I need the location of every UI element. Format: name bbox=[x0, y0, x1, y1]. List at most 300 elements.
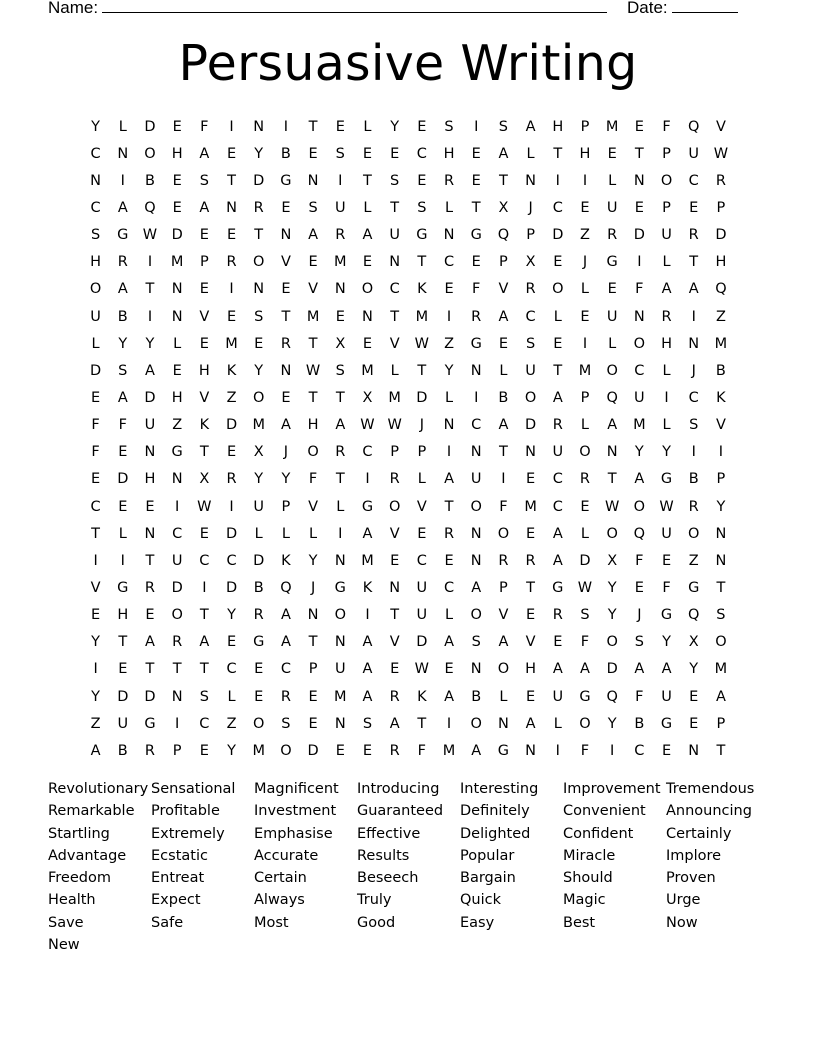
grid-letter: S bbox=[689, 417, 699, 434]
grid-letter: I bbox=[446, 444, 452, 461]
grid-letter: P bbox=[281, 498, 291, 515]
grid-letter: J bbox=[691, 362, 696, 379]
word-bank-item: Urge bbox=[666, 892, 701, 909]
grid-letter: E bbox=[417, 525, 427, 542]
grid-letter: A bbox=[362, 227, 373, 244]
grid-letter: U bbox=[661, 688, 672, 705]
grid-letter: U bbox=[552, 688, 564, 705]
grid-letter: I bbox=[365, 471, 370, 488]
grid-letter: B bbox=[634, 715, 645, 732]
word-bank-item: Results bbox=[357, 847, 410, 864]
grid-letter: U bbox=[525, 362, 536, 379]
grid-letter: E bbox=[471, 172, 481, 189]
grid-letter: E bbox=[607, 281, 617, 298]
grid-letter: I bbox=[147, 308, 153, 325]
grid-letter: Y bbox=[91, 688, 101, 705]
grid-letter: P bbox=[499, 579, 508, 596]
grid-letter: E bbox=[199, 227, 209, 244]
word-bank-item: Popular bbox=[460, 847, 515, 864]
grid-letter: E bbox=[254, 335, 264, 352]
grid-letter: C bbox=[525, 308, 536, 325]
grid-letter: J bbox=[528, 199, 533, 216]
grid-letter: L bbox=[444, 607, 454, 624]
grid-letter: F bbox=[580, 742, 590, 759]
grid-letter: F bbox=[662, 118, 671, 135]
grid-letter: D bbox=[715, 227, 727, 244]
grid-letter: E bbox=[417, 172, 427, 189]
grid-letter: S bbox=[498, 118, 509, 135]
grid-letter: E bbox=[172, 199, 182, 216]
grid-letter: E bbox=[362, 742, 373, 759]
grid-letter: L bbox=[227, 688, 236, 705]
grid-letter: Q bbox=[144, 199, 156, 216]
grid-letter: M bbox=[442, 742, 456, 759]
grid-letter: C bbox=[634, 742, 645, 759]
grid-letter: K bbox=[716, 389, 726, 406]
grid-letter: V bbox=[416, 498, 427, 515]
grid-letter: D bbox=[253, 172, 265, 189]
grid-letter: H bbox=[552, 118, 564, 135]
grid-letter: X bbox=[525, 254, 536, 271]
grid-letter: S bbox=[254, 308, 264, 325]
word-bank-column bbox=[254, 778, 339, 934]
word-bank-item: Magic bbox=[563, 892, 606, 909]
grid-letter: U bbox=[688, 145, 700, 162]
grid-letter: L bbox=[254, 525, 263, 542]
grid-letter: U bbox=[606, 199, 618, 216]
word-bank-item: Startling bbox=[48, 825, 110, 842]
grid-letter: N bbox=[144, 525, 156, 542]
grid-letter: L bbox=[444, 199, 454, 216]
grid-letter: R bbox=[172, 634, 183, 651]
grid-letter: G bbox=[334, 579, 346, 596]
grid-letter: K bbox=[199, 417, 210, 434]
grid-letter: Y bbox=[91, 634, 101, 651]
grid-letter: D bbox=[633, 227, 645, 244]
grid-row bbox=[82, 330, 742, 357]
grid-letter: S bbox=[471, 634, 481, 651]
grid-letter: M bbox=[170, 254, 184, 271]
grid-letter: C bbox=[443, 254, 455, 271]
word-bank-item: Always bbox=[254, 892, 305, 909]
grid-letter: C bbox=[90, 145, 101, 162]
word-bank-item: Investment bbox=[254, 803, 337, 820]
grid-letter: G bbox=[470, 227, 482, 244]
word-bank-column bbox=[357, 778, 443, 934]
grid-letter: I bbox=[365, 607, 370, 624]
grid-letter: L bbox=[553, 308, 562, 325]
grid-letter: T bbox=[634, 145, 644, 162]
grid-letter: E bbox=[172, 118, 182, 135]
grid-letter: U bbox=[634, 389, 645, 406]
grid-letter: R bbox=[443, 525, 455, 542]
grid-letter: D bbox=[90, 362, 102, 379]
grid-letter: U bbox=[171, 552, 183, 569]
word-bank-item: Bargain bbox=[460, 870, 516, 887]
grid-letter: R bbox=[226, 471, 237, 488]
grid-letter: I bbox=[120, 172, 125, 189]
grid-letter: T bbox=[145, 281, 155, 298]
grid-letter: L bbox=[444, 389, 454, 406]
word-bank-item: Interesting bbox=[460, 781, 539, 797]
grid-letter: A bbox=[199, 634, 210, 651]
grid-letter: A bbox=[715, 688, 726, 705]
grid-letter: R bbox=[661, 308, 672, 325]
grid-letter: L bbox=[499, 688, 508, 705]
grid-letter: N bbox=[633, 308, 645, 325]
word-bank-item: Safe bbox=[151, 914, 184, 931]
grid-letter: W bbox=[387, 417, 402, 434]
grid-letter: I bbox=[229, 498, 234, 515]
grid-letter: F bbox=[200, 118, 209, 135]
grid-letter: F bbox=[118, 417, 127, 434]
grid-letter: N bbox=[470, 525, 482, 542]
grid-letter: Y bbox=[662, 444, 671, 461]
grid-letter: G bbox=[280, 172, 292, 189]
grid-letter: E bbox=[172, 172, 182, 189]
grid-letter: L bbox=[173, 335, 182, 352]
grid-row bbox=[82, 276, 742, 303]
grid-letter: V bbox=[715, 417, 726, 434]
grid-letter: N bbox=[443, 417, 455, 434]
grid-letter: T bbox=[417, 362, 427, 379]
grid-letter: V bbox=[308, 498, 319, 515]
grid-letter: C bbox=[688, 389, 699, 406]
grid-letter: O bbox=[552, 281, 564, 298]
grid-letter: E bbox=[580, 498, 590, 515]
grid-letter: R bbox=[335, 444, 346, 461]
grid-letter: A bbox=[688, 281, 699, 298]
grid-letter: Q bbox=[633, 525, 646, 542]
grid-letter: D bbox=[552, 227, 564, 244]
grid-letter: N bbox=[334, 634, 346, 651]
grid-letter: T bbox=[553, 362, 563, 379]
grid-letter: I bbox=[446, 308, 452, 325]
grid-letter: Q bbox=[688, 118, 700, 135]
word-bank-item: Miracle bbox=[563, 847, 616, 864]
grid-letter: Y bbox=[607, 579, 617, 596]
grid-letter: L bbox=[580, 417, 590, 434]
word-bank-item: Best bbox=[563, 914, 596, 931]
grid-letter: M bbox=[714, 661, 728, 678]
grid-letter: Y bbox=[308, 552, 318, 569]
grid-letter: T bbox=[335, 389, 345, 406]
grid-letter: Y bbox=[390, 118, 400, 135]
grid-letter: J bbox=[310, 579, 316, 596]
grid-letter: D bbox=[307, 742, 319, 759]
grid-letter: F bbox=[635, 552, 644, 569]
grid-letter: T bbox=[281, 308, 291, 325]
grid-letter: O bbox=[606, 525, 618, 542]
grid-letter: P bbox=[580, 118, 590, 135]
grid-letter: R bbox=[552, 607, 563, 624]
grid-letter: W bbox=[142, 227, 158, 244]
grid-letter: N bbox=[117, 145, 129, 162]
grid-letter: R bbox=[688, 498, 699, 515]
grid-letter: O bbox=[524, 389, 537, 406]
grid-letter: N bbox=[525, 172, 537, 189]
grid-letter: U bbox=[470, 471, 482, 488]
grid-letter: H bbox=[171, 145, 183, 162]
grid-letter: R bbox=[443, 172, 455, 189]
grid-letter: U bbox=[661, 525, 672, 542]
grid-letter: A bbox=[389, 715, 400, 732]
grid-letter: A bbox=[280, 634, 291, 651]
grid-letter: I bbox=[446, 715, 452, 732]
grid-letter: N bbox=[253, 281, 265, 298]
grid-letter: R bbox=[389, 688, 400, 705]
grid-letter: M bbox=[415, 308, 429, 325]
grid-letter: U bbox=[389, 227, 400, 244]
grid-letter: S bbox=[362, 715, 373, 732]
grid-letter: A bbox=[552, 525, 563, 542]
grid-letter: L bbox=[309, 525, 318, 542]
grid-letter: C bbox=[634, 362, 645, 379]
grid-letter: C bbox=[362, 444, 373, 461]
grid-letter: I bbox=[120, 552, 125, 569]
grid-letter: E bbox=[634, 579, 644, 596]
grid-letter: N bbox=[389, 254, 401, 271]
grid-letter: A bbox=[661, 661, 672, 678]
grid-letter: S bbox=[716, 607, 726, 624]
word-bank-item: Improvement bbox=[563, 781, 661, 797]
grid-letter: M bbox=[578, 362, 592, 379]
grid-letter: F bbox=[635, 688, 644, 705]
grid-letter: T bbox=[689, 254, 699, 271]
grid-letter: P bbox=[172, 742, 182, 759]
grid-letter: E bbox=[308, 254, 318, 271]
grid-letter: X bbox=[335, 335, 346, 352]
word-bank-column bbox=[666, 778, 754, 934]
grid-letter: H bbox=[171, 389, 183, 406]
grid-letter: E bbox=[335, 118, 345, 135]
grid-letter: O bbox=[89, 281, 102, 298]
grid-letter: N bbox=[443, 227, 455, 244]
grid-letter: E bbox=[661, 742, 672, 759]
grid-letter: T bbox=[444, 498, 454, 515]
grid-row bbox=[82, 113, 742, 140]
grid-letter: Y bbox=[118, 335, 128, 352]
grid-letter: D bbox=[525, 417, 537, 434]
grid-letter: T bbox=[145, 661, 155, 678]
grid-letter: T bbox=[335, 471, 345, 488]
grid-letter: I bbox=[229, 281, 234, 298]
grid-letter: J bbox=[419, 417, 424, 434]
grid-letter: B bbox=[117, 308, 128, 325]
grid-letter: E bbox=[580, 308, 590, 325]
grid-letter: Q bbox=[497, 227, 510, 244]
grid-letter: S bbox=[580, 607, 590, 624]
grid-letter: R bbox=[144, 742, 155, 759]
date-field bbox=[627, 0, 738, 18]
grid-letter: Z bbox=[715, 308, 726, 325]
grid-letter: E bbox=[390, 661, 400, 678]
grid-letter: A bbox=[552, 389, 563, 406]
grid-letter: F bbox=[580, 634, 590, 651]
grid-letter: L bbox=[363, 118, 372, 135]
grid-letter: C bbox=[90, 199, 101, 216]
grid-row bbox=[82, 656, 742, 683]
grid-letter: D bbox=[225, 417, 238, 434]
grid-letter: O bbox=[470, 498, 482, 515]
grid-letter: O bbox=[579, 444, 591, 461]
grid-letter: G bbox=[660, 715, 673, 732]
grid-letter: D bbox=[253, 552, 265, 569]
grid-letter: R bbox=[335, 227, 346, 244]
grid-letter: T bbox=[308, 118, 318, 135]
grid-letter: A bbox=[362, 634, 373, 651]
grid-letter: I bbox=[555, 742, 560, 759]
grid-letter: E bbox=[172, 362, 182, 379]
grid-letter: H bbox=[307, 417, 319, 434]
grid-letter: J bbox=[637, 607, 642, 624]
grid-letter: V bbox=[280, 254, 291, 271]
grid-letter: N bbox=[171, 308, 183, 325]
grid-letter: R bbox=[498, 552, 509, 569]
grid-letter: A bbox=[280, 607, 291, 624]
grid-letter: D bbox=[416, 389, 428, 406]
grid-letter: O bbox=[144, 145, 156, 162]
grid-letter: N bbox=[497, 715, 509, 732]
word-bank-item: Truly bbox=[357, 892, 392, 909]
word-bank-item: Effective bbox=[357, 825, 421, 842]
grid-letter: I bbox=[555, 172, 560, 189]
grid-letter: L bbox=[580, 281, 590, 298]
grid-letter: L bbox=[91, 335, 100, 352]
grid-letter: N bbox=[253, 118, 265, 135]
word-bank-item: Profitable bbox=[151, 803, 220, 820]
grid-letter: E bbox=[254, 661, 264, 678]
grid-letter: F bbox=[472, 281, 481, 298]
grid-letter: R bbox=[280, 335, 291, 352]
grid-letter: B bbox=[715, 362, 726, 379]
grid-letter: I bbox=[93, 661, 98, 678]
word-bank-item: Tremendous bbox=[666, 781, 755, 797]
grid-letter: L bbox=[608, 172, 617, 189]
grid-letter: U bbox=[416, 579, 428, 596]
grid-letter: N bbox=[470, 362, 482, 379]
grid-letter: B bbox=[471, 688, 482, 705]
grid-letter: E bbox=[498, 335, 508, 352]
grid-letter: L bbox=[662, 362, 671, 379]
grid-letter: E bbox=[526, 688, 536, 705]
grid-letter: N bbox=[307, 607, 319, 624]
word-bank-item: Revolutionary bbox=[48, 781, 149, 797]
grid-letter: V bbox=[389, 335, 400, 352]
grid-letter: S bbox=[335, 362, 345, 379]
grid-row bbox=[82, 194, 742, 221]
grid-letter: G bbox=[117, 227, 129, 244]
grid-letter: O bbox=[280, 742, 292, 759]
grid-letter: O bbox=[253, 254, 265, 271]
grid-letter: B bbox=[498, 389, 509, 406]
grid-letter: S bbox=[118, 362, 128, 379]
grid-letter: R bbox=[715, 172, 726, 189]
grid-letter: D bbox=[144, 688, 156, 705]
grid-letter: T bbox=[390, 308, 400, 325]
grid-letter: C bbox=[416, 145, 427, 162]
grid-letter: T bbox=[390, 199, 400, 216]
grid-letter: X bbox=[362, 389, 373, 406]
grid-letter: C bbox=[280, 661, 291, 678]
word-bank-item: Implore bbox=[666, 847, 722, 864]
grid-letter: E bbox=[607, 145, 617, 162]
grid-letter: A bbox=[634, 661, 645, 678]
grid-letter: P bbox=[199, 254, 209, 271]
grid-letter: K bbox=[281, 552, 291, 569]
grid-row bbox=[82, 439, 742, 466]
grid-row bbox=[82, 493, 742, 520]
grid-letter: E bbox=[444, 281, 454, 298]
grid-letter: C bbox=[471, 417, 482, 434]
grid-letter: I bbox=[202, 579, 207, 596]
grid-letter: E bbox=[308, 715, 318, 732]
grid-letter: E bbox=[118, 498, 128, 515]
grid-letter: V bbox=[199, 308, 210, 325]
grid-letter: N bbox=[307, 172, 319, 189]
grid-letter: O bbox=[334, 607, 346, 624]
grid-letter: Z bbox=[444, 335, 454, 352]
grid-letter: K bbox=[417, 688, 427, 705]
date-label: Date: bbox=[627, 0, 668, 17]
word-bank-item: Convenient bbox=[563, 803, 646, 820]
grid-letter: K bbox=[417, 281, 427, 298]
grid-letter: X bbox=[199, 471, 210, 488]
grid-letter: Y bbox=[91, 118, 101, 135]
grid-letter: D bbox=[144, 118, 156, 135]
grid-letter: O bbox=[633, 498, 646, 515]
grid-letter: A bbox=[525, 715, 536, 732]
grid-letter: Z bbox=[172, 417, 183, 434]
grid-letter: K bbox=[226, 362, 237, 379]
grid-letter: O bbox=[715, 634, 727, 651]
grid-letter: W bbox=[197, 498, 212, 515]
grid-letter: R bbox=[688, 227, 699, 244]
grid-letter: L bbox=[608, 335, 617, 352]
grid-letter: T bbox=[716, 579, 726, 596]
word-bank-item: Extremely bbox=[151, 825, 225, 842]
grid-letter: I bbox=[637, 254, 642, 271]
grid-letter: O bbox=[660, 172, 673, 189]
grid-letter: E bbox=[254, 688, 264, 705]
grid-letter: N bbox=[90, 172, 102, 189]
grid-letter: U bbox=[253, 498, 265, 515]
grid-letter: V bbox=[199, 389, 210, 406]
grid-letter: E bbox=[226, 227, 237, 244]
grid-letter: U bbox=[334, 661, 346, 678]
page-title: Persuasive Writing bbox=[178, 35, 638, 92]
word-bank-item: Freedom bbox=[48, 870, 111, 887]
grid-letter: B bbox=[117, 742, 128, 759]
grid-row bbox=[82, 466, 742, 493]
grid-letter: N bbox=[171, 281, 183, 298]
grid-letter: E bbox=[553, 254, 563, 271]
grid-letter: L bbox=[580, 525, 590, 542]
grid-letter: T bbox=[172, 661, 182, 678]
grid-letter: D bbox=[606, 661, 618, 678]
grid-letter: P bbox=[499, 254, 508, 271]
grid-letter: A bbox=[199, 145, 210, 162]
grid-letter: G bbox=[117, 579, 129, 596]
grid-letter: F bbox=[499, 498, 508, 515]
grid-letter: H bbox=[117, 607, 129, 624]
grid-letter: A bbox=[498, 417, 509, 434]
grid-letter: A bbox=[145, 634, 155, 651]
grid-letter: S bbox=[90, 227, 101, 244]
grid-letter: E bbox=[199, 281, 209, 298]
word-bank-item: Expect bbox=[151, 892, 201, 909]
grid-letter: E bbox=[471, 145, 481, 162]
